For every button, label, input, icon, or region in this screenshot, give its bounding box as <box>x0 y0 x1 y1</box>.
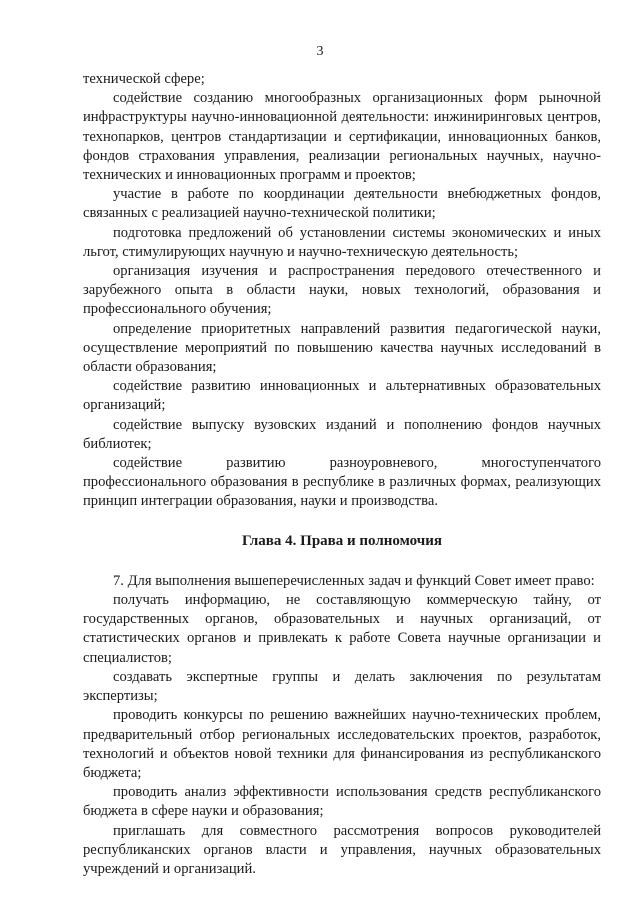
page-number: 3 <box>316 44 324 59</box>
document-body <box>83 70 601 879</box>
paragraph: 7. Для выполнения вышеперечисленных задач и функций Совет имеет право: <box>113 572 595 589</box>
chapter-heading: Глава 4. Права и полномочия <box>242 532 442 549</box>
paragraph: получать информацию, не составляющую коммерческую тайну, от государственных органов, образовательных и научных организаций, от статистических органов и привлекать к работе Совета научные организации и специалистов; <box>83 592 601 666</box>
paragraph: содействие развитию разноуровневого, многоступенчатого профессионального образования в республике в различных формах, реализующих принцип интеграции образования, науки и производства. <box>83 455 601 510</box>
paragraph: проводить конкурсы по решению важнейших научно-технических проблем, предварительный отбор региональных исследовательских проектов, разработок, технологий и объектов новой техники для финансирования из республиканского бюджета; <box>83 707 601 781</box>
paragraph: подготовка предложений об установлении системы экономических и иных льгот, стимулирующих научную и научно-техническую деятельность; <box>83 224 601 260</box>
paragraph: содействие развитию инновационных и альтернативных образовательных организаций; <box>83 378 601 414</box>
paragraph: организация изучения и распространения передового отечественного и зарубежного опыта в области науки, новых технологий, образования и профессионального обучения; <box>83 263 601 318</box>
paragraph: создавать экспертные группы и делать заключения по результатам экспертизы; <box>83 668 601 705</box>
paragraph: определение приоритетных направлений развития педагогической науки, осуществление мероприятий по повышению качества научных исследований в области образования; <box>83 320 601 376</box>
paragraph: приглашать для совместного рассмотрения вопросов руководителей республиканских органов власти и управления, научных образовательных учреждений и организаций. <box>83 822 601 877</box>
paragraph: содействие выпуску вузовских изданий и пополнению фондов научных библиотек; <box>83 416 601 452</box>
paragraph: участие в работе по координации деятельности внебюджетных фондов, связанных с реализацией научно-технической политики; <box>83 186 601 222</box>
paragraph: проводить анализ эффективности использования средств республиканского бюджета в сфере науки и образования; <box>83 784 601 820</box>
paragraph: технической сфере; <box>83 71 205 87</box>
paragraph: содействие созданию многообразных организационных форм рыночной инфраструктуры научно-инновационной деятельности: инжиниринговых центров, технопарков, центров стандартизации и сертификации, инновационных банков, фондов страхования управления, реализации региональных научных, научно-технических и инновационных программ и проектов; <box>83 90 601 184</box>
